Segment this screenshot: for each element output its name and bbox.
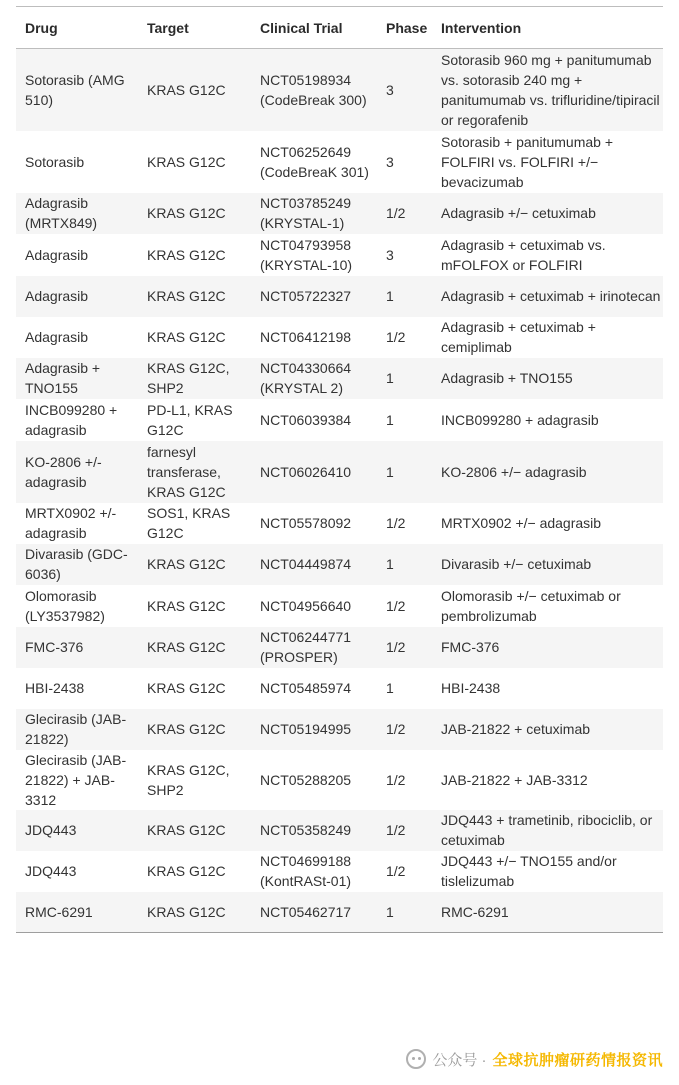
cell-drug: Adagrasib: [16, 276, 138, 317]
cell-clinical-trial: NCT04956640: [251, 585, 377, 627]
cell-phase: 1: [377, 399, 432, 441]
header-drug: Drug: [16, 7, 138, 49]
cell-phase: 1/2: [377, 851, 432, 892]
cell-target: KRAS G12C: [138, 131, 251, 193]
cell-drug: FMC-376: [16, 627, 138, 668]
table-header: [16, 7, 663, 49]
cell-clinical-trial: NCT06026410: [251, 441, 377, 503]
watermark: [406, 1046, 663, 1072]
cell-intervention: JAB-21822 + JAB-3312: [432, 750, 663, 810]
watermark-name: 全球抗肿瘤研药情报资讯: [492, 1051, 663, 1069]
table-row: [16, 668, 663, 709]
cell-target: KRAS G12C: [138, 810, 251, 851]
header-phase: Phase: [377, 7, 432, 49]
cell-drug: KO-2806 +/- adagrasib: [16, 441, 138, 503]
cell-phase: 1/2: [377, 317, 432, 358]
cell-drug: JDQ443: [16, 851, 138, 892]
cell-drug: Adagrasib: [16, 234, 138, 276]
cell-phase: 1: [377, 668, 432, 709]
header-target: Target: [138, 7, 251, 49]
cell-clinical-trial: NCT04793958 (KRYSTAL-10): [251, 234, 377, 276]
cell-target: KRAS G12C: [138, 49, 251, 131]
cell-drug: Sotorasib: [16, 131, 138, 193]
cell-intervention: JDQ443 + trametinib, ribociclib, or cetuximab: [432, 810, 663, 851]
cell-target: KRAS G12C: [138, 585, 251, 627]
cell-target: KRAS G12C: [138, 276, 251, 317]
table-row: [16, 851, 663, 892]
cell-phase: 1: [377, 276, 432, 317]
cell-phase: 1: [377, 892, 432, 933]
cell-drug: MRTX0902 +/- adagrasib: [16, 503, 138, 544]
cell-target: KRAS G12C: [138, 317, 251, 358]
cell-drug: JDQ443: [16, 810, 138, 851]
cell-intervention: Adagrasib + cetuximab vs. mFOLFOX or FOLFIRI: [432, 234, 663, 276]
table-row: [16, 810, 663, 851]
cell-intervention: KO-2806 +/− adagrasib: [432, 441, 663, 503]
watermark-prefix: 公众号 ·: [432, 1051, 487, 1069]
cell-drug: RMC-6291: [16, 892, 138, 933]
cell-phase: 3: [377, 49, 432, 131]
cell-clinical-trial: NCT05722327: [251, 276, 377, 317]
table-row: [16, 544, 663, 585]
table-row: [16, 131, 663, 193]
cell-intervention: JAB-21822 + cetuximab: [432, 709, 663, 750]
cell-target: SOS1, KRAS G12C: [138, 503, 251, 544]
cell-phase: 1/2: [377, 709, 432, 750]
cell-target: KRAS G12C, SHP2: [138, 750, 251, 810]
table-row: [16, 503, 663, 544]
header-row: [16, 7, 663, 49]
header-intervention: Intervention: [432, 7, 663, 49]
cell-phase: 3: [377, 131, 432, 193]
cell-clinical-trial: NCT05485974: [251, 668, 377, 709]
cell-drug: Olomorasib (LY3537982): [16, 585, 138, 627]
table-row: [16, 585, 663, 627]
table-body: [16, 49, 663, 933]
cell-clinical-trial: NCT04330664 (KRYSTAL 2): [251, 358, 377, 399]
cell-target: KRAS G12C: [138, 234, 251, 276]
cell-clinical-trial: NCT06039384: [251, 399, 377, 441]
cell-phase: 1/2: [377, 585, 432, 627]
cell-clinical-trial: NCT05288205: [251, 750, 377, 810]
cell-intervention: JDQ443 +/− TNO155 and/or tislelizumab: [432, 851, 663, 892]
table-row: [16, 399, 663, 441]
cell-intervention: Sotorasib + panitumumab + FOLFIRI vs. FOLFIRI +/− bevacizumab: [432, 131, 663, 193]
cell-clinical-trial: NCT04449874: [251, 544, 377, 585]
cell-intervention: Olomorasib +/− cetuximab or pembrolizumab: [432, 585, 663, 627]
cell-clinical-trial: NCT06244771 (PROSPER): [251, 627, 377, 668]
wechat-icon: [406, 1049, 426, 1069]
cell-intervention: Divarasib +/− cetuximab: [432, 544, 663, 585]
table-row: [16, 234, 663, 276]
cell-target: KRAS G12C: [138, 851, 251, 892]
cell-phase: 1/2: [377, 750, 432, 810]
cell-target: KRAS G12C: [138, 709, 251, 750]
cell-intervention: Adagrasib + cetuximab + cemiplimab: [432, 317, 663, 358]
cell-phase: 1: [377, 544, 432, 585]
cell-target: KRAS G12C: [138, 668, 251, 709]
cell-phase: 1/2: [377, 503, 432, 544]
cell-clinical-trial: NCT05462717: [251, 892, 377, 933]
table-row: [16, 627, 663, 668]
cell-intervention: Adagrasib +/− cetuximab: [432, 193, 663, 234]
cell-phase: 1/2: [377, 810, 432, 851]
cell-phase: 3: [377, 234, 432, 276]
cell-intervention: MRTX0902 +/− adagrasib: [432, 503, 663, 544]
table-row: [16, 441, 663, 503]
cell-phase: 1: [377, 358, 432, 399]
cell-clinical-trial: NCT05578092: [251, 503, 377, 544]
table-row: [16, 892, 663, 933]
cell-clinical-trial: NCT05358249: [251, 810, 377, 851]
table-row: [16, 193, 663, 234]
clinical-trials-table: [16, 6, 663, 933]
cell-drug: Glecirasib (JAB-21822): [16, 709, 138, 750]
cell-clinical-trial: NCT06252649 (CodeBreaK 301): [251, 131, 377, 193]
cell-clinical-trial: NCT06412198: [251, 317, 377, 358]
cell-clinical-trial: NCT04699188 (KontRASt-01): [251, 851, 377, 892]
cell-phase: 1/2: [377, 193, 432, 234]
cell-intervention: Adagrasib + TNO155: [432, 358, 663, 399]
cell-drug: Glecirasib (JAB-21822) + JAB-3312: [16, 750, 138, 810]
table-row: [16, 317, 663, 358]
cell-target: KRAS G12C: [138, 892, 251, 933]
cell-phase: 1/2: [377, 627, 432, 668]
cell-target: farnesyl transferase, KRAS G12C: [138, 441, 251, 503]
cell-target: KRAS G12C: [138, 627, 251, 668]
cell-drug: Adagrasib + TNO155: [16, 358, 138, 399]
table-row: [16, 709, 663, 750]
cell-drug: Divarasib (GDC-6036): [16, 544, 138, 585]
cell-drug: Sotorasib (AMG 510): [16, 49, 138, 131]
cell-intervention: FMC-376: [432, 627, 663, 668]
trial-table-container: [16, 6, 663, 933]
cell-drug: Adagrasib: [16, 317, 138, 358]
cell-intervention: Sotorasib 960 mg + panitumumab vs. sotorasib 240 mg + panitumumab vs. trifluridine/tipiracil or regorafenib: [432, 49, 663, 131]
cell-clinical-trial: NCT05194995: [251, 709, 377, 750]
cell-phase: 1: [377, 441, 432, 503]
cell-target: KRAS G12C: [138, 544, 251, 585]
cell-clinical-trial: NCT03785249 (KRYSTAL-1): [251, 193, 377, 234]
cell-target: KRAS G12C: [138, 193, 251, 234]
cell-drug: Adagrasib (MRTX849): [16, 193, 138, 234]
cell-drug: HBI-2438: [16, 668, 138, 709]
cell-target: PD-L1, KRAS G12C: [138, 399, 251, 441]
table-row: [16, 750, 663, 810]
cell-intervention: RMC-6291: [432, 892, 663, 933]
table-row: [16, 276, 663, 317]
cell-intervention: INCB099280 + adagrasib: [432, 399, 663, 441]
header-clinical-trial: Clinical Trial: [251, 7, 377, 49]
cell-intervention: HBI-2438: [432, 668, 663, 709]
cell-target: KRAS G12C, SHP2: [138, 358, 251, 399]
cell-drug: INCB099280 + adagrasib: [16, 399, 138, 441]
cell-intervention: Adagrasib + cetuximab + irinotecan: [432, 276, 663, 317]
cell-clinical-trial: NCT05198934 (CodeBreak 300): [251, 49, 377, 131]
table-row: [16, 49, 663, 131]
table-row: [16, 358, 663, 399]
